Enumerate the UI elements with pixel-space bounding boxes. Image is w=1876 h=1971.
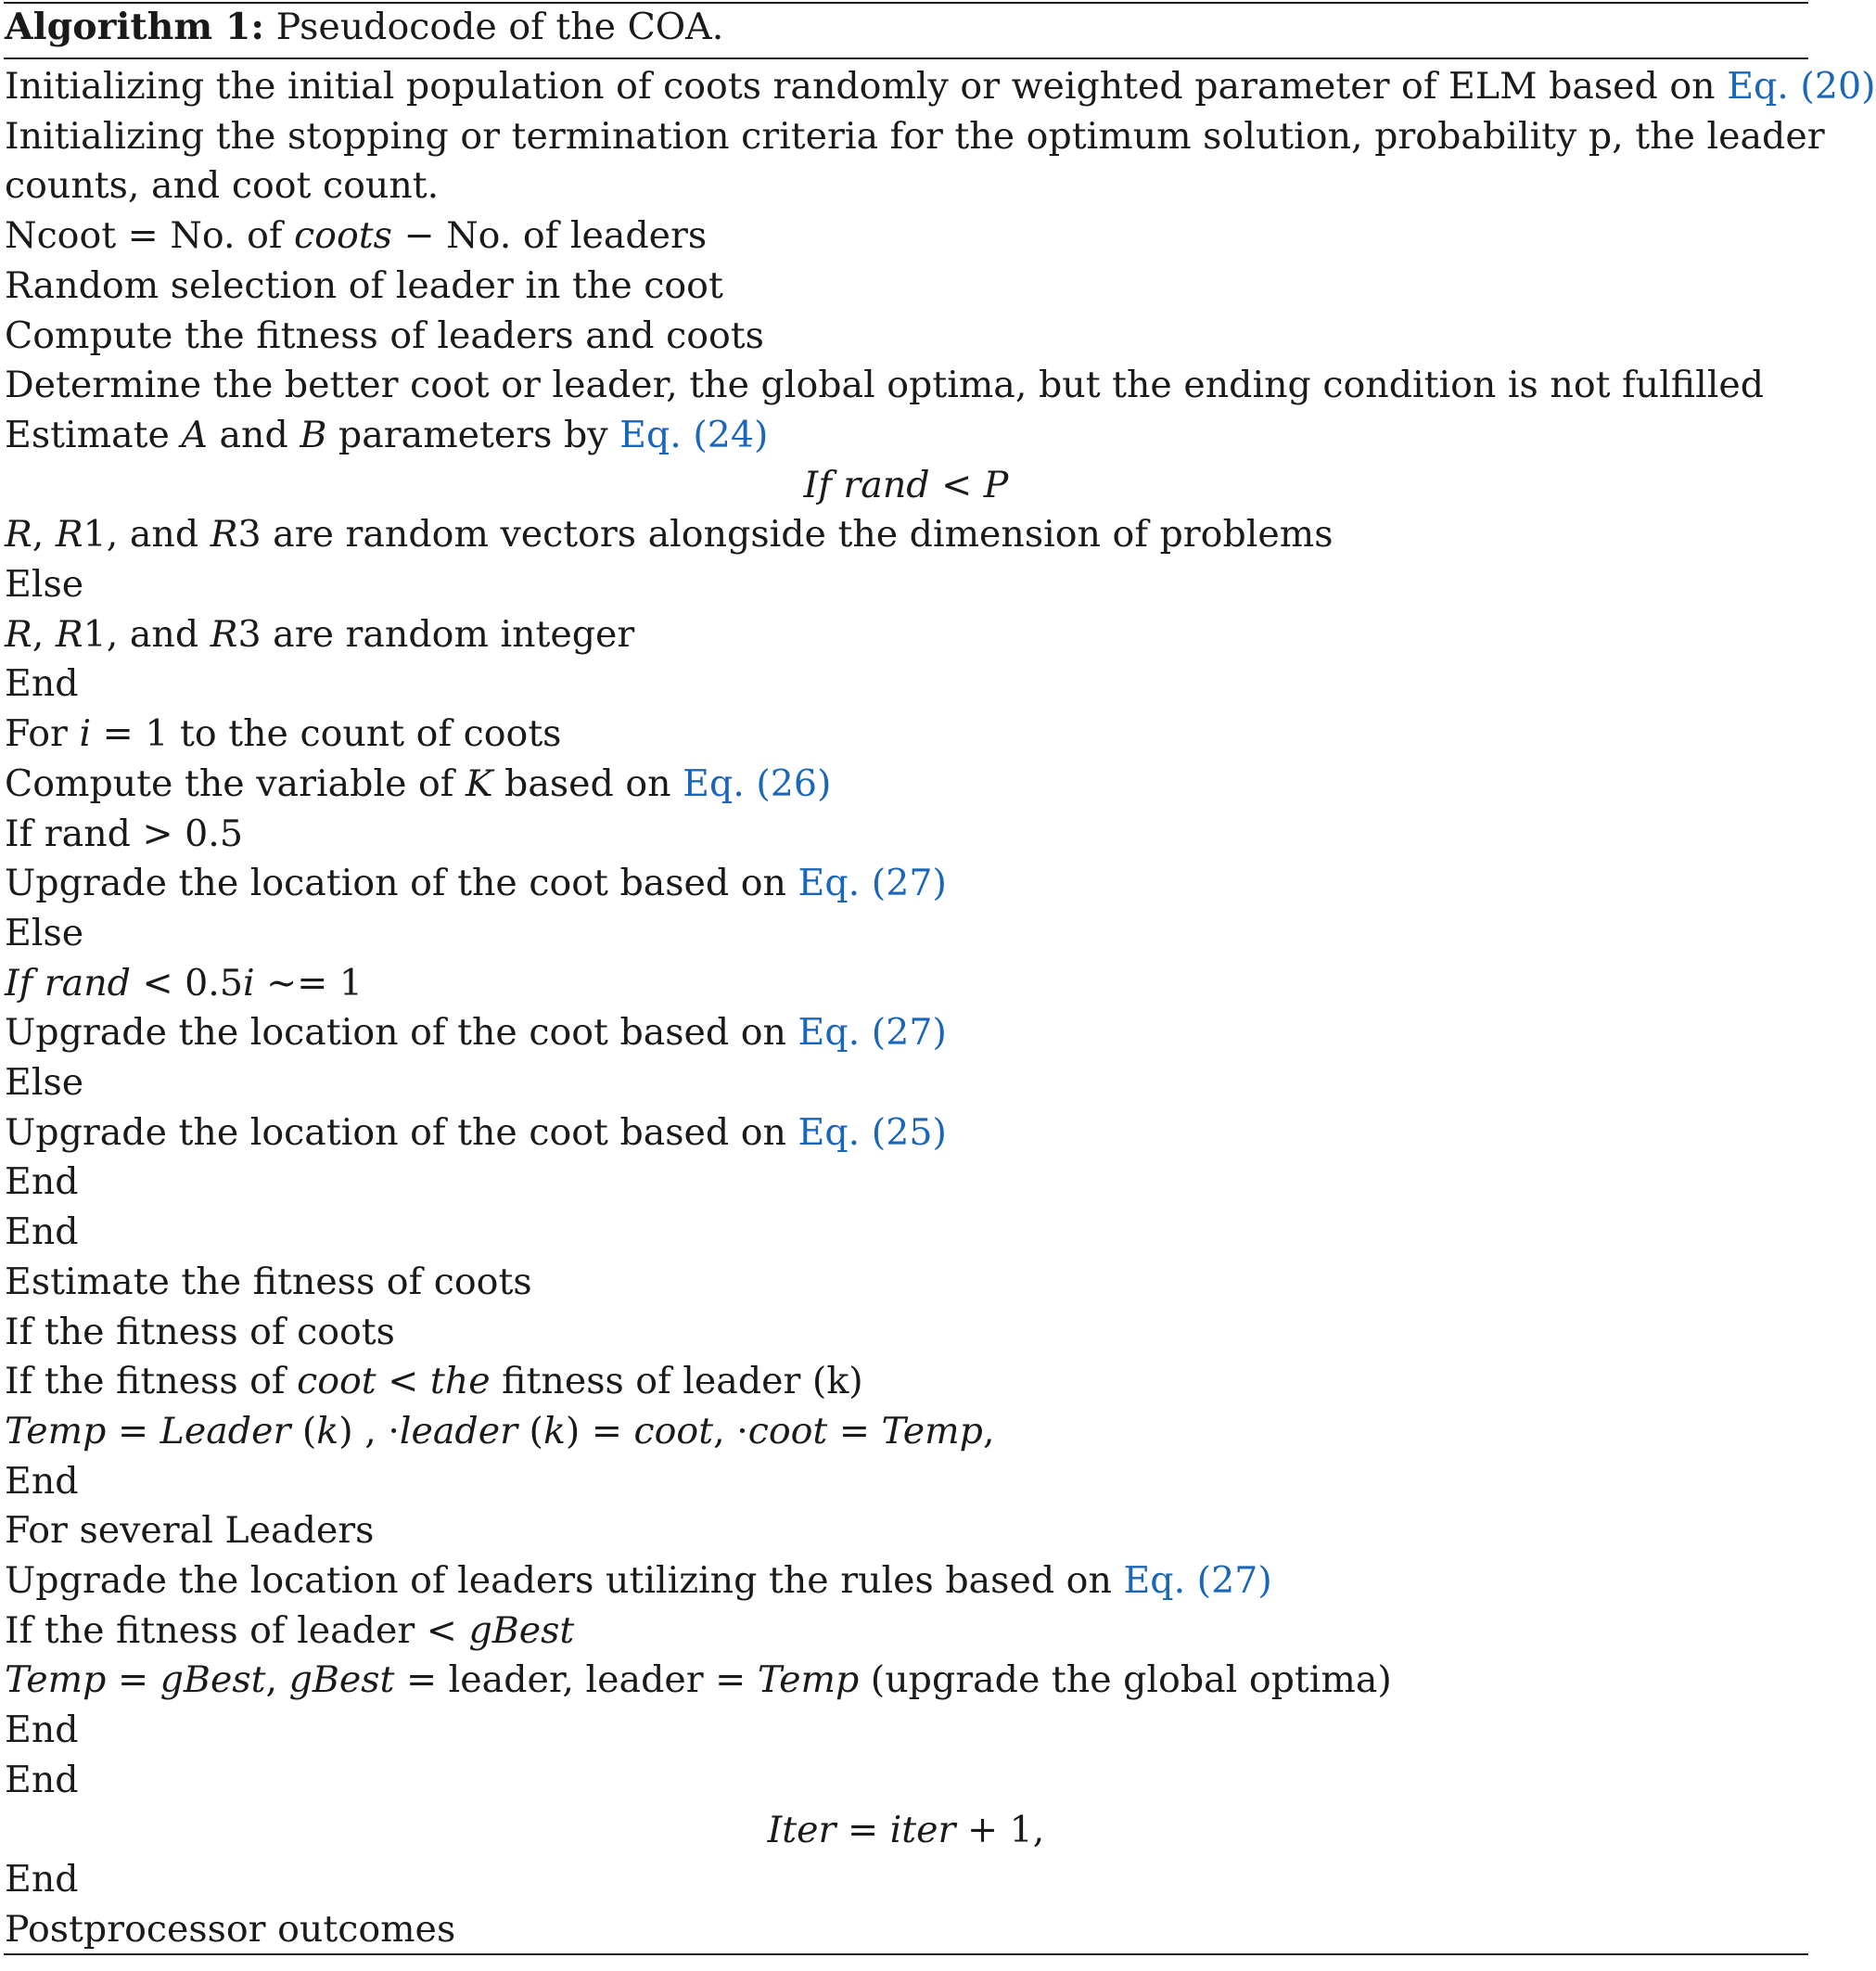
pseudocode-line [5, 1606, 574, 1656]
math-symbol: Temp [5, 1409, 107, 1453]
pseudocode-line [5, 1555, 1272, 1606]
line-text: Initializing the initial population of coots randomly or weighted parameter of ELM based on [5, 65, 1728, 108]
line-text: If the fitness of coots [5, 1310, 395, 1353]
pseudocode-line [5, 1157, 79, 1207]
line-text: , [32, 612, 56, 656]
line-text: and [207, 413, 300, 456]
pseudocode-line [5, 908, 83, 958]
pseudocode-line [0, 1805, 1812, 1855]
line-text: Determine the better coot or leader, the global optima, but the ending condition is not fulfilled [5, 364, 1765, 407]
equation-link[interactable]: Eq. (25) [798, 1110, 947, 1154]
pseudocode-line [5, 1007, 947, 1057]
line-text: fitness of leader (k) [490, 1360, 863, 1403]
line-text: Upgrade the location of the coot based on [5, 1011, 798, 1055]
pseudocode-line [5, 261, 723, 311]
algorithm-label: Algorithm 1: [5, 6, 265, 48]
line-text: Upgrade the location of the coot based on [5, 862, 798, 905]
equation-link[interactable]: Eq. (26) [683, 762, 832, 805]
line-text: For [5, 712, 80, 756]
pseudocode-line [5, 61, 1876, 111]
math-symbol: k [316, 1409, 339, 1453]
line-text: Initializing the stopping or termination criteria for the optimum solution, probability p, the leader [5, 114, 1825, 158]
pseudocode-line [5, 809, 243, 859]
line-text: End [5, 1758, 79, 1801]
math-symbol: Iter [767, 1808, 836, 1851]
line-text: If the fitness of leader < [5, 1608, 469, 1652]
line-text: , · [713, 1409, 748, 1453]
math-symbol: i [79, 712, 92, 756]
line-text: End [5, 1210, 79, 1254]
math-symbol: gBest [288, 1658, 395, 1702]
line-text: ) , · [338, 1409, 400, 1453]
pseudocode-line [5, 1356, 863, 1406]
math-symbol: If rand [803, 463, 930, 506]
line-text: Upgrade the location of leaders utilizing the rules based on [5, 1559, 1124, 1602]
line-text: + 1, [955, 1808, 1045, 1851]
line-text: Estimate the fitness of coots [5, 1260, 532, 1303]
pseudocode-line [5, 211, 707, 261]
math-symbol: coots [294, 214, 392, 258]
pseudocode-line [5, 609, 634, 659]
pseudocode-line [5, 1207, 79, 1257]
pseudocode-line [5, 659, 79, 709]
line-text: 1, and [83, 612, 211, 656]
line-text: < [929, 463, 984, 506]
line-text: Postprocessor outcomes [5, 1907, 456, 1951]
caption-rule [4, 58, 1808, 59]
line-text: If rand > 0.5 [5, 812, 243, 855]
line-text: = leader, leader = [394, 1658, 758, 1702]
line-text: < 0.5 [130, 961, 243, 1005]
line-text: = [827, 1409, 882, 1453]
math-symbol: R [210, 513, 238, 557]
line-text: , [32, 513, 56, 557]
line-text: = 1 to the count of coots [91, 712, 562, 756]
math-symbol: A [181, 413, 208, 456]
math-symbol: iter [889, 1808, 956, 1851]
math-symbol: R [5, 513, 32, 557]
equation-link[interactable]: Eq. (20) [1727, 65, 1876, 108]
pseudocode-line [5, 709, 561, 759]
pseudocode-line [5, 958, 363, 1008]
pseudocode-line [5, 1505, 374, 1555]
pseudocode-line [5, 509, 1333, 559]
equation-link[interactable]: Eq. (27) [798, 862, 947, 905]
line-text: Compute the variable of [5, 762, 466, 805]
math-symbol: coot [633, 1409, 714, 1453]
line-text: − No. of leaders [391, 214, 708, 258]
pseudocode-line [5, 1854, 79, 1904]
line-text: ) = [565, 1409, 634, 1453]
line-text: Upgrade the location of the coot based on [5, 1110, 798, 1154]
line-text: < [376, 1360, 430, 1403]
algorithm-title [5, 0, 723, 54]
pseudocode-line [5, 1307, 395, 1357]
line-text: = [836, 1808, 890, 1851]
line-text: parameters by [326, 413, 620, 456]
line-text: counts, and coot count. [5, 164, 440, 208]
math-symbol: K [465, 762, 493, 805]
pseudocode-line [5, 759, 831, 809]
line-text: Else [5, 1061, 84, 1104]
pseudocode-line [5, 160, 439, 211]
math-symbol: Temp [881, 1409, 983, 1453]
pseudocode-line [5, 111, 1825, 161]
line-text: based on [492, 762, 683, 805]
math-symbol: R [210, 612, 238, 656]
line-text: ∼= 1 [254, 961, 364, 1005]
math-symbol: P [983, 463, 1009, 506]
equation-link[interactable]: Eq. (27) [798, 1011, 947, 1055]
line-text: , [265, 1658, 289, 1702]
line-text: ( [290, 1409, 317, 1453]
math-symbol: If rand [5, 961, 131, 1005]
math-symbol: R [5, 612, 32, 656]
math-symbol: B [300, 413, 327, 456]
line-text: , [982, 1409, 995, 1453]
line-text: End [5, 662, 79, 706]
pseudocode-line [5, 1057, 83, 1107]
pseudocode-line [0, 460, 1812, 510]
pseudocode-line [5, 559, 83, 609]
math-symbol: coot [747, 1409, 828, 1453]
pseudocode-line [5, 858, 947, 908]
line-text: End [5, 1160, 79, 1204]
line-text: If the fitness of [5, 1360, 298, 1403]
line-text: (upgrade the global optima) [859, 1658, 1392, 1702]
line-text: Random selection of leader in the coot [5, 263, 723, 307]
line-text: Estimate [5, 413, 182, 456]
math-symbol: coot [297, 1360, 376, 1403]
math-symbol: Leader [160, 1409, 291, 1453]
line-text: ( [517, 1409, 543, 1453]
pseudocode-line [5, 1456, 79, 1506]
line-text: Else [5, 911, 84, 954]
pseudocode-line [5, 1406, 995, 1456]
math-symbol: R [55, 513, 83, 557]
line-text: For several Leaders [5, 1509, 375, 1553]
bottom-rule [4, 1953, 1808, 1955]
pseudocode-line [5, 311, 764, 361]
pseudocode-line [5, 1904, 455, 1954]
math-symbol: the [429, 1360, 491, 1403]
math-symbol: Temp [757, 1658, 860, 1702]
pseudocode-line [5, 1655, 1392, 1705]
pseudocode-line [5, 1257, 532, 1307]
line-text: Compute the fitness of leaders and coots [5, 314, 764, 357]
math-symbol: i [242, 961, 255, 1005]
math-symbol: Temp [5, 1658, 107, 1702]
math-symbol: leader [399, 1409, 517, 1453]
line-text: Ncoot = No. of [5, 214, 295, 258]
math-symbol: gBest [160, 1658, 266, 1702]
pseudocode-line [5, 1755, 79, 1805]
math-symbol: gBest [468, 1608, 575, 1652]
pseudocode-line [5, 1705, 79, 1755]
line-text: 3 are random integer [237, 612, 635, 656]
line-text: = [106, 1658, 160, 1702]
line-text: 3 are random vectors alongside the dimension of problems [237, 513, 1334, 557]
math-symbol: R [55, 612, 83, 656]
line-text: 1, and [83, 513, 211, 557]
equation-link[interactable]: Eq. (24) [619, 413, 769, 456]
equation-link[interactable]: Eq. (27) [1123, 1559, 1272, 1602]
math-symbol: k [542, 1409, 566, 1453]
line-text: End [5, 1459, 79, 1503]
line-text: = [106, 1409, 160, 1453]
line-text: End [5, 1709, 79, 1752]
line-text: End [5, 1858, 79, 1901]
pseudocode-line [5, 360, 1764, 410]
line-text: Else [5, 563, 84, 606]
pseudocode-line [5, 1107, 947, 1158]
pseudocode-line [5, 410, 768, 460]
algorithm-caption: Pseudocode of the COA. [275, 6, 724, 48]
